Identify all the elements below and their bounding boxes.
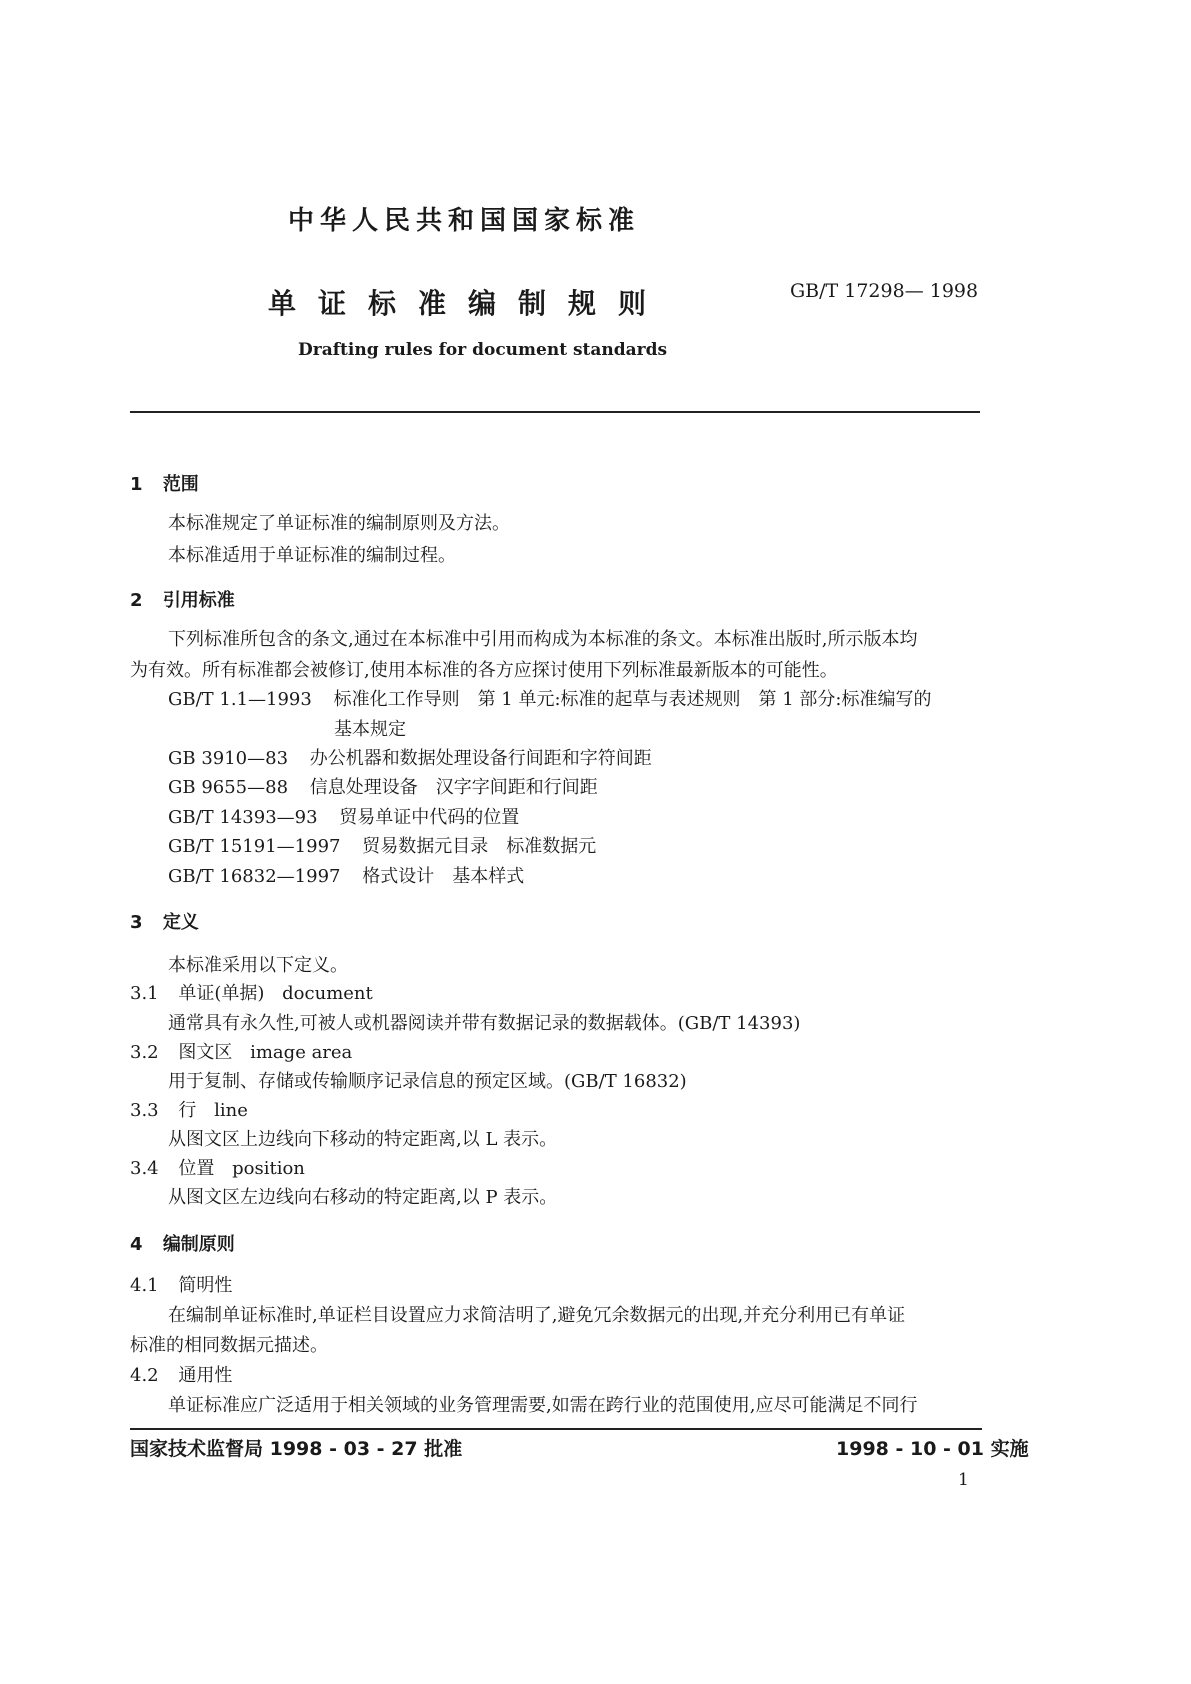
paragraph-line: 单证标准应广泛适用于相关领域的业务管理需要,如需在跨行业的范围使用,应尽可能满足不同行 [168,1395,918,1416]
reference-code: GB/T 15191—1997 [168,836,341,857]
definition-number: 3.4 [130,1158,159,1179]
reference-item [168,684,932,716]
reference-item [168,861,524,893]
footer-divider [130,1428,982,1430]
definition-number: 3.2 [130,1042,159,1063]
definition-term-cn: 行 [178,1100,197,1121]
section-title: 范围 [162,474,199,495]
definition-description: 通常具有永久性,可被人或机器阅读并带有数据记录的数据载体。(GB/T 14393) [168,1013,801,1034]
subsection-title: 通用性 [178,1365,233,1386]
standard-code: GB/T 17298— 1998 [790,280,979,302]
reference-title: 贸易单证中代码的位置 [339,807,520,828]
definition-term-en: document [282,983,373,1004]
definition-term [130,978,373,1010]
definition-description: 用于复制、存储或传输顺序记录信息的预定区域。(GB/T 16832) [168,1071,687,1092]
definition-number: 3.1 [130,983,159,1004]
reference-title-continued: 基本规定 [334,719,406,740]
implementation-line: 1998 - 10 - 01 实施 [836,1438,1029,1460]
reference-title: 办公机器和数据处理设备行间距和字符间距 [309,748,652,769]
reference-item [168,772,598,804]
section-number: 3 [130,912,143,933]
definition-term-en: image area [250,1042,353,1063]
reference-code: GB 9655—88 [168,777,289,798]
subsection-heading [130,1270,232,1302]
reference-code: GB/T 1.1—1993 [168,689,312,710]
english-title: Drafting rules for document standards [298,340,668,360]
reference-item [168,831,596,863]
subsection-number: 4.2 [130,1365,159,1386]
section-3-heading [130,908,199,934]
definition-term-cn: 图文区 [178,1042,233,1063]
reference-code: GB 3910—83 [168,748,289,769]
approval-line: 国家技术监督局 1998 - 03 - 27 批准 [130,1438,463,1460]
reference-title: 贸易数据元目录 标准数据元 [362,836,597,857]
document-title: 单证标准编制规则 [268,287,669,320]
paragraph: 本标准规定了单证标准的编制原则及方法。 [168,513,510,534]
national-standard-heading: 中华人民共和国国家标准 [288,206,641,236]
reference-item [168,743,652,775]
page-number: 1 [958,1470,969,1490]
section-number: 4 [130,1234,143,1255]
paragraph-line: 在编制单证标准时,单证栏目设置应力求简洁明了,避免冗余数据元的出现,并充分利用已有单证 [168,1305,906,1326]
section-title: 定义 [162,912,199,933]
section-title: 编制原则 [162,1234,235,1255]
section-number: 2 [130,590,143,611]
paragraph: 本标准采用以下定义。 [168,955,348,976]
paragraph: 本标准适用于单证标准的编制过程。 [168,545,456,566]
definition-term [130,1095,248,1127]
subsection-heading [130,1360,232,1392]
reference-title: 信息处理设备 汉字字间距和行间距 [309,777,598,798]
definition-term-cn: 位置 [178,1158,215,1179]
reference-code: GB/T 14393—93 [168,807,318,828]
section-number: 1 [130,474,143,495]
paragraph-line: 标准的相同数据元描述。 [130,1335,328,1356]
paragraph-line: 为有效。所有标准都会被修订,使用本标准的各方应探讨使用下列标准最新版本的可能性。 [130,660,838,681]
definition-term [130,1037,352,1069]
section-1-heading [130,470,199,496]
definition-term [130,1153,305,1185]
header-divider [130,411,980,413]
reference-item [168,802,519,834]
reference-code: GB/T 16832—1997 [168,866,341,887]
definition-description: 从图文区左边线向右移动的特定距离,以 P 表示。 [168,1187,558,1208]
reference-title: 格式设计 基本样式 [362,866,525,887]
definition-term-en: line [214,1100,248,1121]
subsection-number: 4.1 [130,1275,159,1296]
definition-term-en: position [232,1158,305,1179]
subsection-title: 简明性 [178,1275,233,1296]
section-4-heading [130,1230,235,1256]
section-title: 引用标准 [162,590,235,611]
definition-number: 3.3 [130,1100,159,1121]
paragraph-line: 下列标准所包含的条文,通过在本标准中引用而构成为本标准的条文。本标准出版时,所示版本均 [168,629,918,650]
definition-description: 从图文区上边线向下移动的特定距离,以 L 表示。 [168,1129,558,1150]
definition-term-cn: 单证(单据) [178,983,265,1004]
section-2-heading [130,586,235,612]
reference-title: 标准化工作导则 第 1 单元:标准的起草与表述规则 第 1 部分:标准编写的 [333,689,932,710]
